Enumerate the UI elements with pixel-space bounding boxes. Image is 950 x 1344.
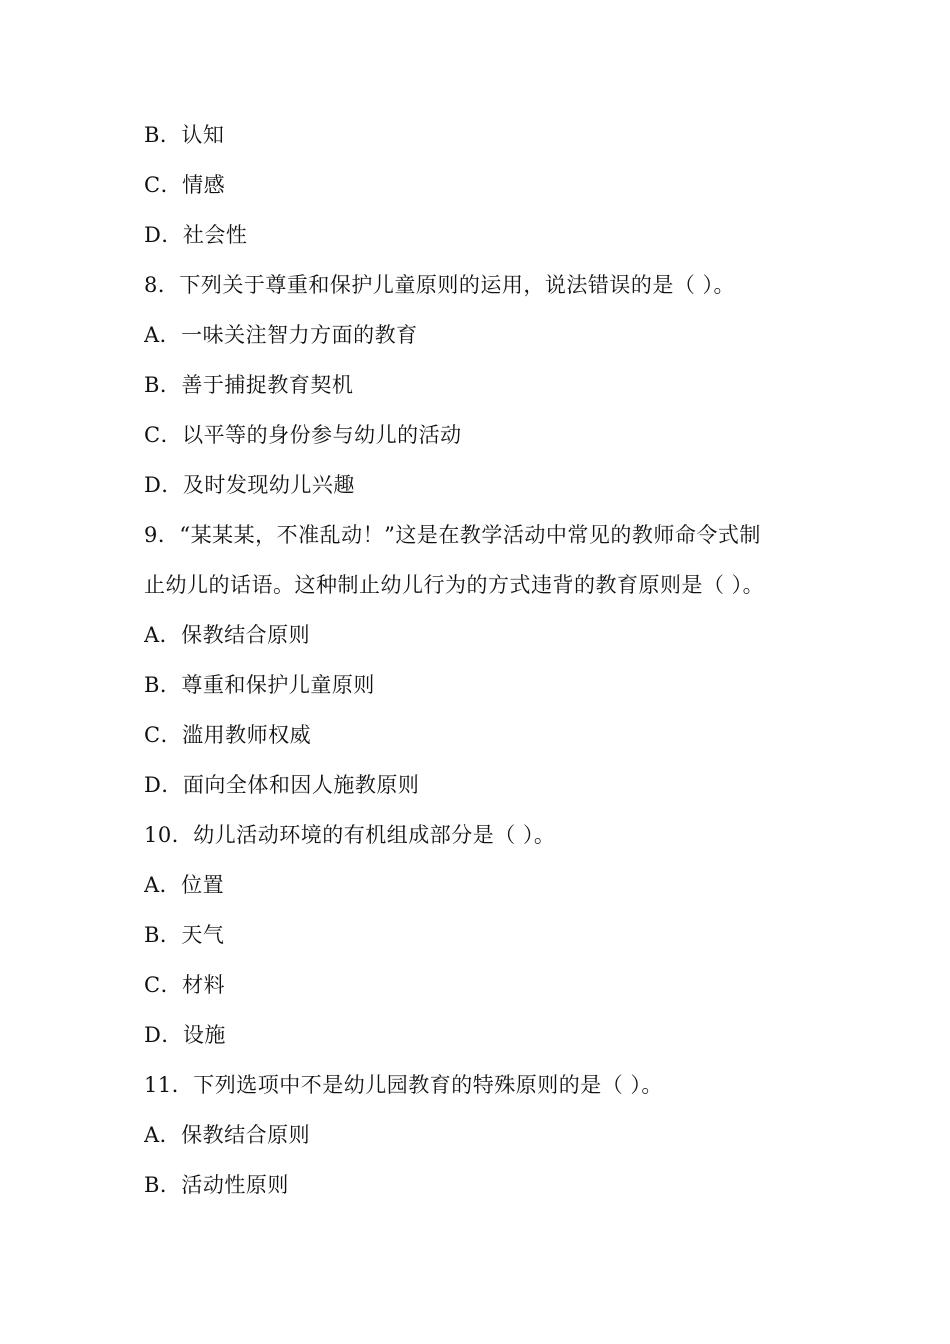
question-9: 9．“某某某，不准乱动！”这是在教学活动中常见的教师命令式制 xyxy=(144,523,761,547)
option-10a: A．位置 xyxy=(144,873,225,897)
option-10d: D．设施 xyxy=(144,1023,226,1047)
option-10b: B．天气 xyxy=(144,923,225,947)
option-10c: C．材料 xyxy=(144,973,226,997)
question-9-continued: 止幼儿的话语。这种制止幼儿行为的方式违背的教育原则是（ ）。 xyxy=(144,573,765,597)
option-9d: D．面向全体和因人施教原则 xyxy=(144,773,420,797)
option-9b: B．尊重和保护儿童原则 xyxy=(144,673,375,697)
option-8a: A．一味关注智力方面的教育 xyxy=(144,323,418,347)
option-7d: D．社会性 xyxy=(144,223,248,247)
option-7c: C．情感 xyxy=(144,173,226,197)
question-10: 10．幼儿活动环境的有机组成部分是（ ）。 xyxy=(144,823,556,847)
option-8b: B．善于捕捉教育契机 xyxy=(144,373,354,397)
option-8c: C．以平等的身份参与幼儿的活动 xyxy=(144,423,462,447)
option-7b: B．认知 xyxy=(144,123,225,147)
question-8: 8．下列关于尊重和保护儿童原则的运用，说法错误的是（ ）。 xyxy=(144,273,736,297)
option-8d: D．及时发现幼儿兴趣 xyxy=(144,473,355,497)
option-9a: A．保教结合原则 xyxy=(144,623,311,647)
option-11a: A．保教结合原则 xyxy=(144,1123,311,1147)
question-11: 11．下列选项中不是幼儿园教育的特殊原则的是（ ）。 xyxy=(144,1073,663,1097)
question-list xyxy=(144,110,814,1210)
option-11b: B．活动性原则 xyxy=(144,1173,289,1197)
option-9c: C．滥用教师权威 xyxy=(144,723,312,747)
